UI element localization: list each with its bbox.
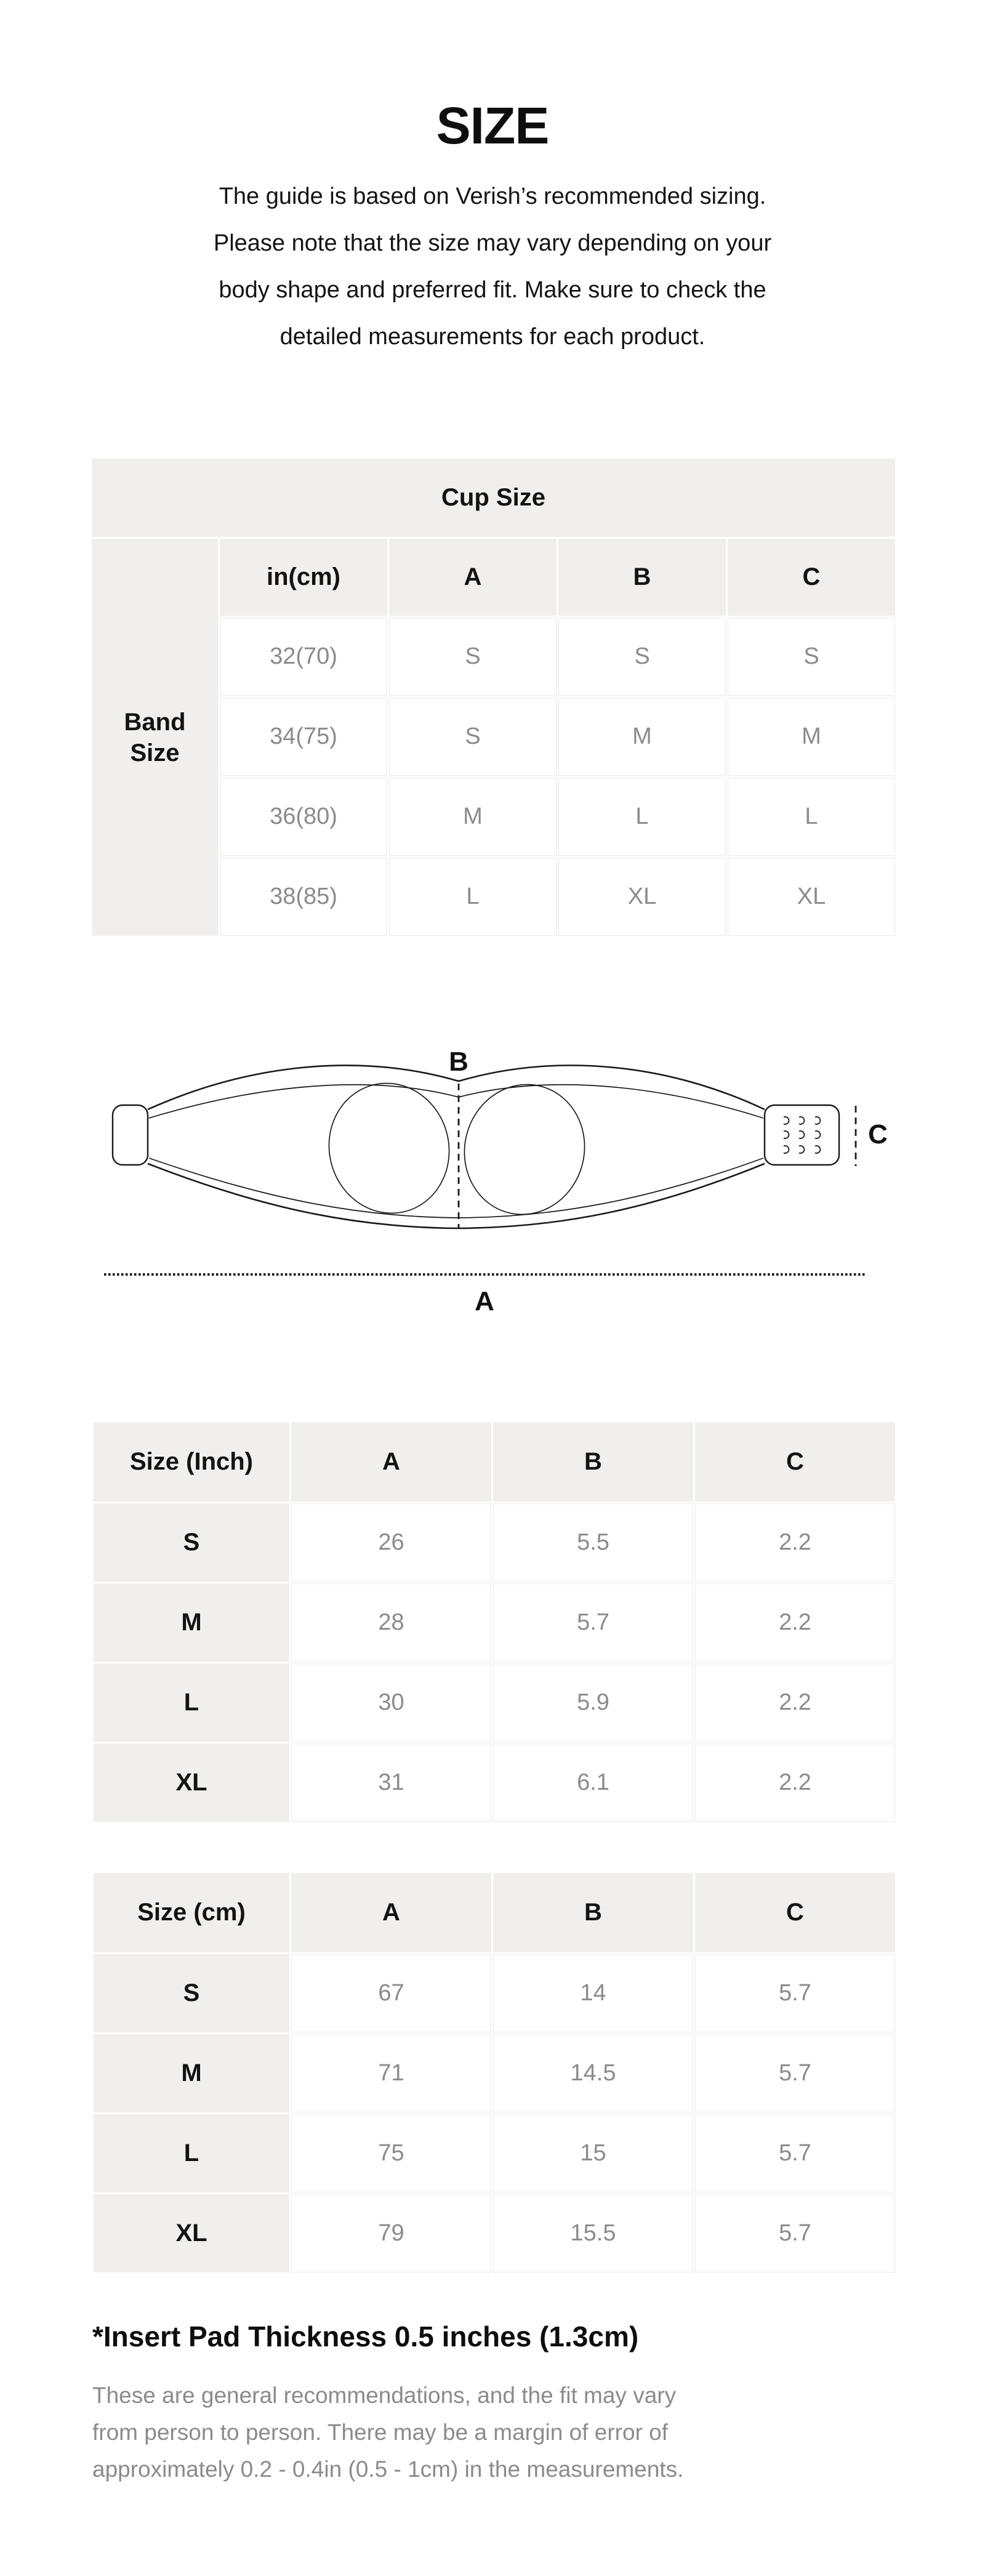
size-label: XL bbox=[94, 2194, 289, 2272]
left-band-tab bbox=[113, 1105, 148, 1165]
insert-pad-note: *Insert Pad Thickness 0.5 inches (1.3cm) bbox=[92, 2320, 639, 2353]
table-cell: M bbox=[389, 778, 557, 856]
table-cell: M bbox=[728, 698, 895, 776]
cm-header: B bbox=[493, 1873, 693, 1952]
cup-size-table-title: Cup Size bbox=[92, 459, 895, 537]
table-cell: S bbox=[558, 618, 726, 696]
table-cell: M bbox=[558, 698, 726, 776]
hook-panel bbox=[765, 1105, 839, 1165]
table-cell: 6.1 bbox=[493, 1744, 693, 1822]
hook-eyes bbox=[784, 1117, 820, 1153]
table-cell: XL bbox=[728, 858, 895, 936]
disclaimer-line: approximately 0.2 - 0.4in (0.5 - 1cm) in the measurements. bbox=[92, 2457, 684, 2482]
size-label: M bbox=[94, 2034, 289, 2112]
table-cell: L bbox=[389, 858, 557, 936]
band-outer-bottom-line bbox=[148, 1164, 765, 1228]
table-cell: 5.7 bbox=[695, 1954, 895, 2032]
band-size-line: Band bbox=[124, 708, 186, 736]
table-cell: L bbox=[728, 778, 895, 856]
size-label: M bbox=[94, 1584, 289, 1662]
table-cell: 38(85) bbox=[220, 858, 387, 936]
left-cup-outline bbox=[315, 1071, 463, 1226]
table-cell: 5.7 bbox=[493, 1584, 693, 1662]
right-cup-outline bbox=[451, 1072, 598, 1228]
col-header-b: B bbox=[558, 539, 726, 616]
size-inch-table bbox=[94, 1422, 895, 1822]
inch-header: C bbox=[695, 1422, 895, 1502]
cm-header: C bbox=[695, 1873, 895, 1952]
table-cell: 14 bbox=[493, 1954, 693, 2032]
table-cell: 26 bbox=[291, 1503, 491, 1582]
table-cell: 5.5 bbox=[493, 1503, 693, 1582]
page-title: SIZE bbox=[436, 97, 549, 155]
col-header-incm: in(cm) bbox=[220, 539, 387, 616]
table-cell: 34(75) bbox=[220, 698, 387, 776]
bra-measurement-diagram bbox=[62, 1016, 954, 1354]
disclaimer-paragraph bbox=[92, 2377, 911, 2488]
intro-line: Please note that the size may vary depending on your bbox=[213, 230, 772, 256]
table-cell: 31 bbox=[291, 1744, 491, 1822]
table-cell: 67 bbox=[291, 1954, 491, 2032]
band-inner-top-line bbox=[149, 1085, 763, 1118]
table-cell: 14.5 bbox=[493, 2034, 693, 2112]
table-cell: 15 bbox=[493, 2114, 693, 2192]
col-header-a: A bbox=[389, 539, 557, 616]
table-cell: 28 bbox=[291, 1584, 491, 1662]
table-cell: 79 bbox=[291, 2194, 491, 2272]
table-cell: 30 bbox=[291, 1664, 491, 1742]
cup-size-table bbox=[92, 459, 895, 936]
table-cell: 2.2 bbox=[695, 1503, 895, 1582]
table-cell: 36(80) bbox=[220, 778, 387, 856]
disclaimer-line: These are general recommendations, and the fit may vary bbox=[92, 2383, 677, 2408]
table-cell: 5.9 bbox=[493, 1664, 693, 1742]
disclaimer-line: from person to person. There may be a margin of error of bbox=[92, 2420, 669, 2445]
inch-header: B bbox=[493, 1422, 693, 1502]
table-cell: 2.2 bbox=[695, 1584, 895, 1662]
cm-header: A bbox=[291, 1873, 491, 1952]
table-cell: L bbox=[558, 778, 726, 856]
inch-header: A bbox=[291, 1422, 491, 1502]
intro-line: body shape and preferred fit. Make sure to check the bbox=[219, 277, 766, 303]
table-cell: S bbox=[389, 698, 557, 776]
size-label: XL bbox=[94, 1744, 289, 1822]
diagram-label-c: C bbox=[868, 1119, 888, 1149]
table-cell: S bbox=[389, 618, 557, 696]
size-label: S bbox=[94, 1503, 289, 1582]
size-cm-table bbox=[94, 1873, 895, 2272]
table-cell: 5.7 bbox=[695, 2194, 895, 2272]
band-size-line: Size bbox=[130, 739, 180, 767]
table-cell: 75 bbox=[291, 2114, 491, 2192]
table-cell: 2.2 bbox=[695, 1664, 895, 1742]
band-inner-bottom-line bbox=[149, 1158, 763, 1218]
intro-line: detailed measurements for each product. bbox=[279, 324, 706, 350]
size-label: S bbox=[94, 1954, 289, 2032]
diagram-label-b: B bbox=[449, 1047, 468, 1077]
table-cell: XL bbox=[558, 858, 726, 936]
table-cell: 5.7 bbox=[695, 2034, 895, 2112]
intro-paragraph bbox=[0, 173, 985, 360]
size-label: L bbox=[94, 1664, 289, 1742]
diagram-label-a: A bbox=[475, 1286, 494, 1316]
col-header-c: C bbox=[728, 539, 895, 616]
cm-header: Size (cm) bbox=[94, 1873, 289, 1952]
table-cell: 32(70) bbox=[220, 618, 387, 696]
table-cell: 15.5 bbox=[493, 2194, 693, 2272]
table-cell: S bbox=[728, 618, 895, 696]
band-size-header bbox=[92, 539, 218, 936]
intro-line: The guide is based on Verish’s recommended sizing. bbox=[219, 183, 766, 209]
inch-header: Size (Inch) bbox=[94, 1422, 289, 1502]
table-cell: 5.7 bbox=[695, 2114, 895, 2192]
table-cell: 2.2 bbox=[695, 1744, 895, 1822]
size-label: L bbox=[94, 2114, 289, 2192]
table-cell: 71 bbox=[291, 2034, 491, 2112]
